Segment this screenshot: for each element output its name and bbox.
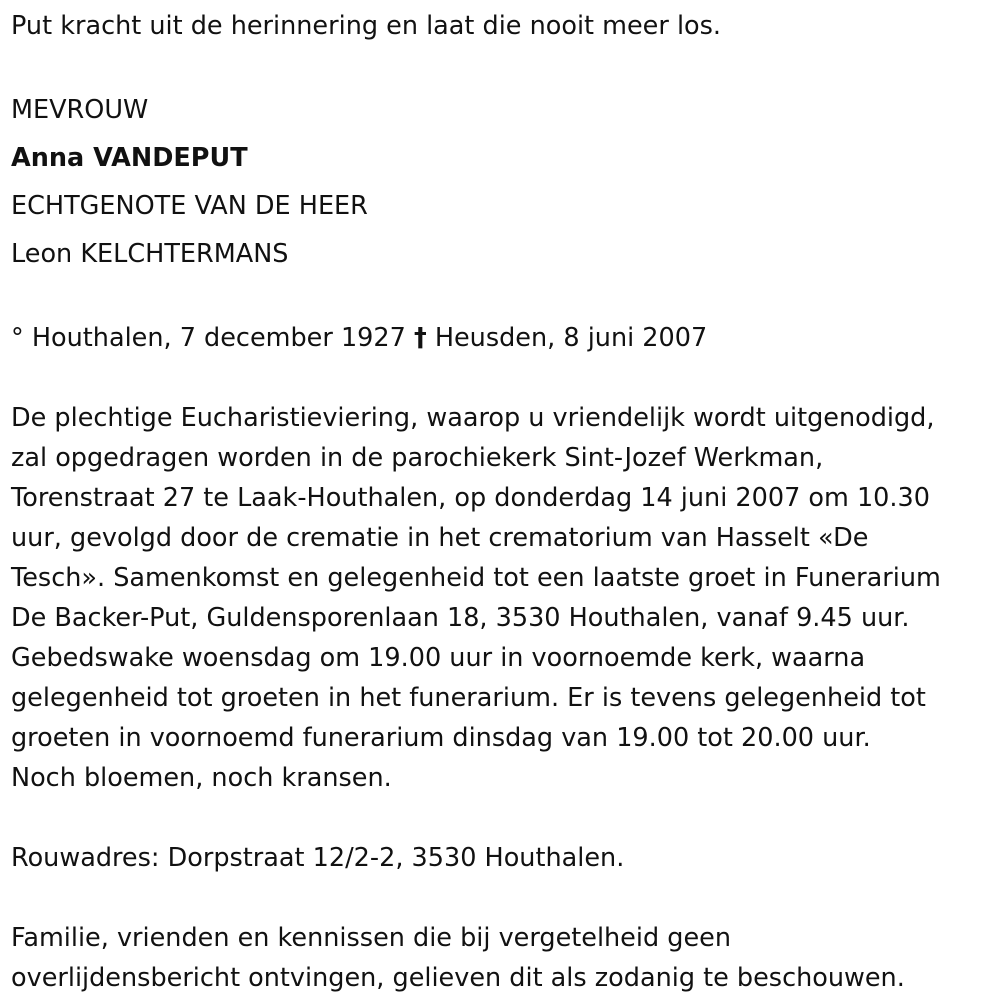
ceremony-line: Noch bloemen, noch kransen. [11, 763, 392, 793]
deceased-name: Anna VANDEPUT [11, 143, 248, 173]
ceremony-paragraph [11, 398, 996, 798]
spacer [11, 46, 996, 86]
notice-line: Familie, vrienden en kennissen die bij vergetelheid geen [11, 923, 731, 953]
ceremony-line: Torenstraat 27 te Laak-Houthalen, op donderdag 14 juni 2007 om 10.30 [11, 483, 930, 513]
birth-death-dates [11, 318, 996, 358]
ceremony-line: Gebedswake woensdag om 19.00 uur in voornoemde kerk, waarna [11, 643, 866, 673]
cross-icon: † [413, 323, 427, 353]
spacer [11, 798, 996, 838]
intro-quote: Put kracht uit de herinnering en laat die nooit meer los. [11, 11, 722, 41]
ceremony-line: gelegenheid tot groeten in het funerarium. Er is tevens gelegenheid tot [11, 683, 926, 713]
ceremony-line: Tesch». Samenkomst en gelegenheid tot een laatste groet in Funerarium [11, 563, 941, 593]
ceremony-line: De Backer-Put, Guldensporenlaan 18, 3530 Houthalen, vanaf 9.45 uur. [11, 603, 910, 633]
ceremony-line: zal opgedragen worden in de parochiekerk Sint-Jozef Werkman, [11, 443, 824, 473]
spacer [11, 358, 996, 398]
ceremony-line: uur, gevolgd door de crematie in het crematorium van Hasselt «De [11, 523, 869, 553]
spacer [11, 878, 996, 918]
title-prefix: MEVROUW [11, 95, 149, 125]
birth-date: ° Houthalen, 7 december 1927 [11, 323, 406, 353]
obituary-notice [11, 0, 996, 998]
death-date: Heusden, 8 juni 2007 [434, 323, 708, 353]
spacer [11, 278, 996, 318]
mourning-address: Rouwadres: Dorpstraat 12/2-2, 3530 Houthalen. [11, 843, 625, 873]
ceremony-line: De plechtige Eucharistieviering, waarop u vriendelijk wordt uitgenodigd, [11, 403, 935, 433]
notice-paragraph [11, 918, 996, 998]
notice-line: overlijdensbericht ontvingen, gelieven dit als zodanig te beschouwen. [11, 963, 905, 993]
relation-label: ECHTGENOTE VAN DE HEER [11, 191, 368, 221]
spouse-name: Leon KELCHTERMANS [11, 239, 289, 269]
ceremony-line: groeten in voornoemd funerarium dinsdag van 19.00 tot 20.00 uur. [11, 723, 871, 753]
